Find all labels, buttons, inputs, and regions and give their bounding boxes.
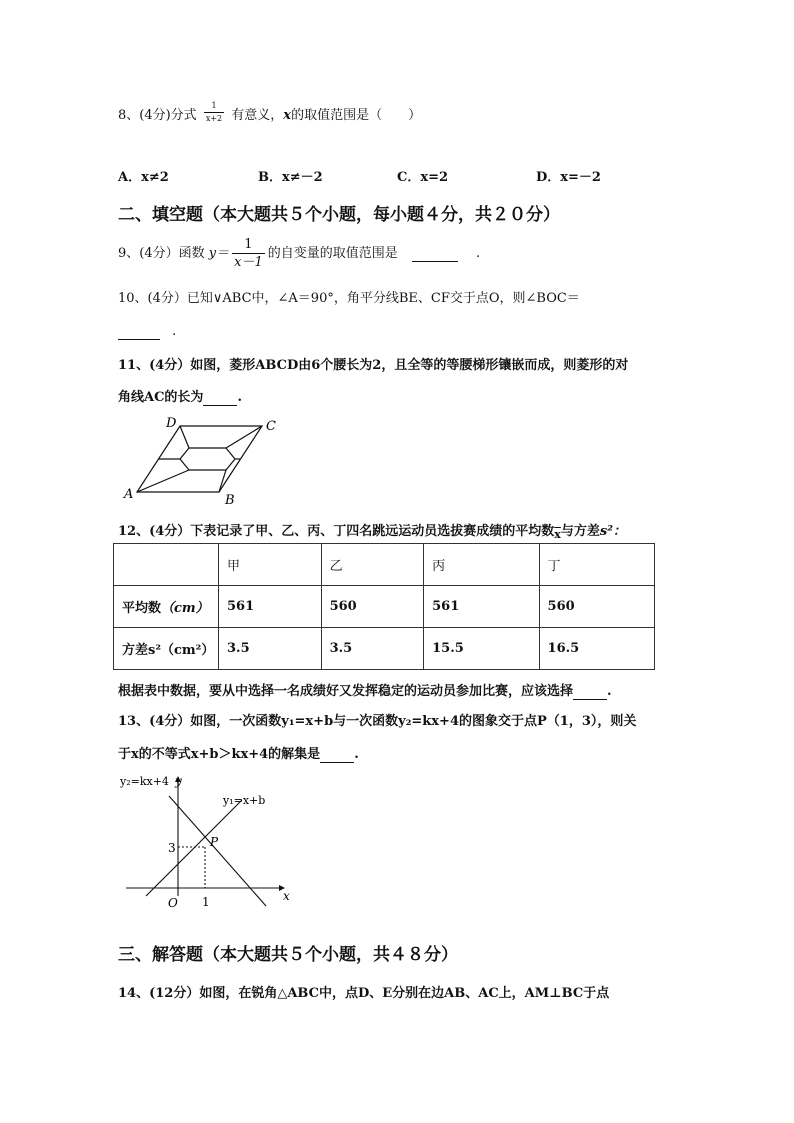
q9-frac-num: 1	[232, 236, 265, 254]
q9-prefix: 9、(4分）函数	[118, 246, 205, 261]
table-header-cell: 丁	[539, 544, 654, 586]
table-row	[114, 628, 655, 670]
mean-unit: （cm）	[161, 601, 209, 616]
q12-line1: 12、(4分）下表记录了甲、乙、丙、丁四名跳远运动员选拔赛成绩的平均数	[118, 524, 555, 539]
q8-frac-den: x+2	[205, 114, 223, 123]
q13-graph	[118, 770, 298, 915]
q13-stem-line1: 13、(4分）如图，一次函数y₁=x+b与一次函数y₂=kx+4的图象交于点P（1，3），则关	[118, 714, 637, 729]
label-c: C	[266, 419, 276, 434]
q8-suffix: 有意义，	[231, 108, 284, 123]
table-header-row	[114, 544, 655, 586]
q11-rhombus-figure	[118, 412, 288, 508]
q12-stem	[118, 520, 626, 539]
q13-period: .	[354, 747, 359, 762]
q8-prefix: 8、(4分)分式	[118, 108, 197, 123]
row-label-variance: 方差s²（cm²）	[114, 628, 219, 670]
q9-stem	[118, 236, 480, 271]
point-p-label: P	[210, 835, 219, 849]
y-axis-label: y	[175, 774, 182, 788]
q8-var: x	[283, 108, 292, 123]
q11-period: .	[237, 390, 242, 405]
tick-1: 1	[202, 895, 210, 909]
table-cell: 561	[424, 586, 539, 628]
q9-func: y＝	[208, 246, 230, 261]
line-y2	[169, 796, 266, 906]
section-2-heading: 二、填空题（本大题共５个小题，每小题４分，共２０分）	[118, 205, 560, 225]
q8-tail: 的取值范围是（ ）	[291, 108, 422, 123]
q11-answer-blank[interactable]	[203, 390, 237, 406]
q10-stem: 10、(4分）已知∨ABC中，∠A＝90°，角平分线BE、CF交于点O，则∠BOC＝	[118, 291, 580, 306]
q10-answer-blank[interactable]	[118, 324, 160, 340]
q13-stem-line2	[118, 743, 359, 763]
q9-fraction	[232, 236, 265, 271]
q12-s2: s²：	[599, 524, 626, 539]
rhombus-outline	[137, 426, 262, 492]
q12-after: 根据表中数据，要从中选择一名成绩好又发挥稳定的运动员参加比赛，应该选择	[118, 684, 574, 699]
table-cell: 560	[539, 586, 654, 628]
q11-stem-line2	[118, 386, 242, 406]
q10-period: .	[172, 324, 177, 339]
table-cell: 561	[219, 586, 322, 628]
q9-period: .	[476, 246, 481, 261]
q12-period: .	[607, 684, 612, 699]
inner-hexagon	[180, 448, 235, 470]
q11-line2-text: 角线AC的长为	[118, 390, 204, 405]
label-a: A	[124, 487, 134, 502]
table-row	[114, 586, 655, 628]
q13-answer-blank[interactable]	[320, 747, 354, 763]
mean-label-text: 平均数	[122, 601, 162, 616]
q14-stem: 14、(12分）如图，在锐角△ABC中，点D、E分别在边AB、AC上，AM⊥BC于点	[118, 986, 610, 1001]
label-b: B	[225, 493, 235, 508]
tick-3: 3	[168, 841, 176, 855]
q13-line2-text: 于x的不等式x+b＞kx+4的解集是	[118, 747, 321, 762]
q8-option-d: D．x=－2	[536, 170, 601, 185]
table-cell: 3.5	[321, 628, 424, 670]
q8-stem	[118, 101, 422, 125]
table-cell: 15.5	[424, 628, 539, 670]
q8-frac-num: 1	[204, 100, 224, 113]
table-cell: 3.5	[219, 628, 322, 670]
q9-suffix: 的自变量的取值范围是	[267, 246, 398, 261]
section-3-heading: 三、解答题（本大题共５个小题，共４８分）	[118, 945, 458, 965]
table-cell: 16.5	[539, 628, 654, 670]
q11-stem-line1: 11、(4分）如图，菱形ABCD由6个腰长为2，且全等的等腰梯形镶嵌而成，则菱形的对	[118, 358, 629, 373]
q8-option-c: C．x=2	[397, 170, 449, 185]
label-d: D	[166, 416, 177, 431]
q8-fraction	[204, 100, 224, 125]
table-header-cell: 丙	[424, 544, 539, 586]
q12-score-table	[113, 543, 655, 670]
q12-answer-blank[interactable]	[573, 684, 607, 700]
q10-answer-line	[118, 324, 176, 340]
q8-option-a: A．x≠2	[118, 170, 169, 185]
q9-answer-blank[interactable]	[412, 246, 458, 262]
table-header-cell: 甲	[219, 544, 322, 586]
q8-option-b: B．x≠－2	[258, 170, 323, 185]
x-axis-label: x	[283, 889, 290, 903]
q9-frac-den: x－1	[234, 255, 263, 270]
q12-after-text	[118, 680, 612, 700]
table-header-cell: 乙	[321, 544, 424, 586]
y1-label: y₁=x+b	[223, 794, 266, 807]
q12-mid: 与方差	[560, 524, 600, 539]
q12-xbar: x	[554, 528, 561, 541]
table-header-cell	[114, 544, 219, 586]
line-y1	[146, 800, 242, 896]
y2-label: y₂=kx+4	[120, 775, 169, 788]
origin-label: O	[168, 896, 178, 910]
table-cell: 560	[321, 586, 424, 628]
row-label-mean	[114, 586, 219, 628]
